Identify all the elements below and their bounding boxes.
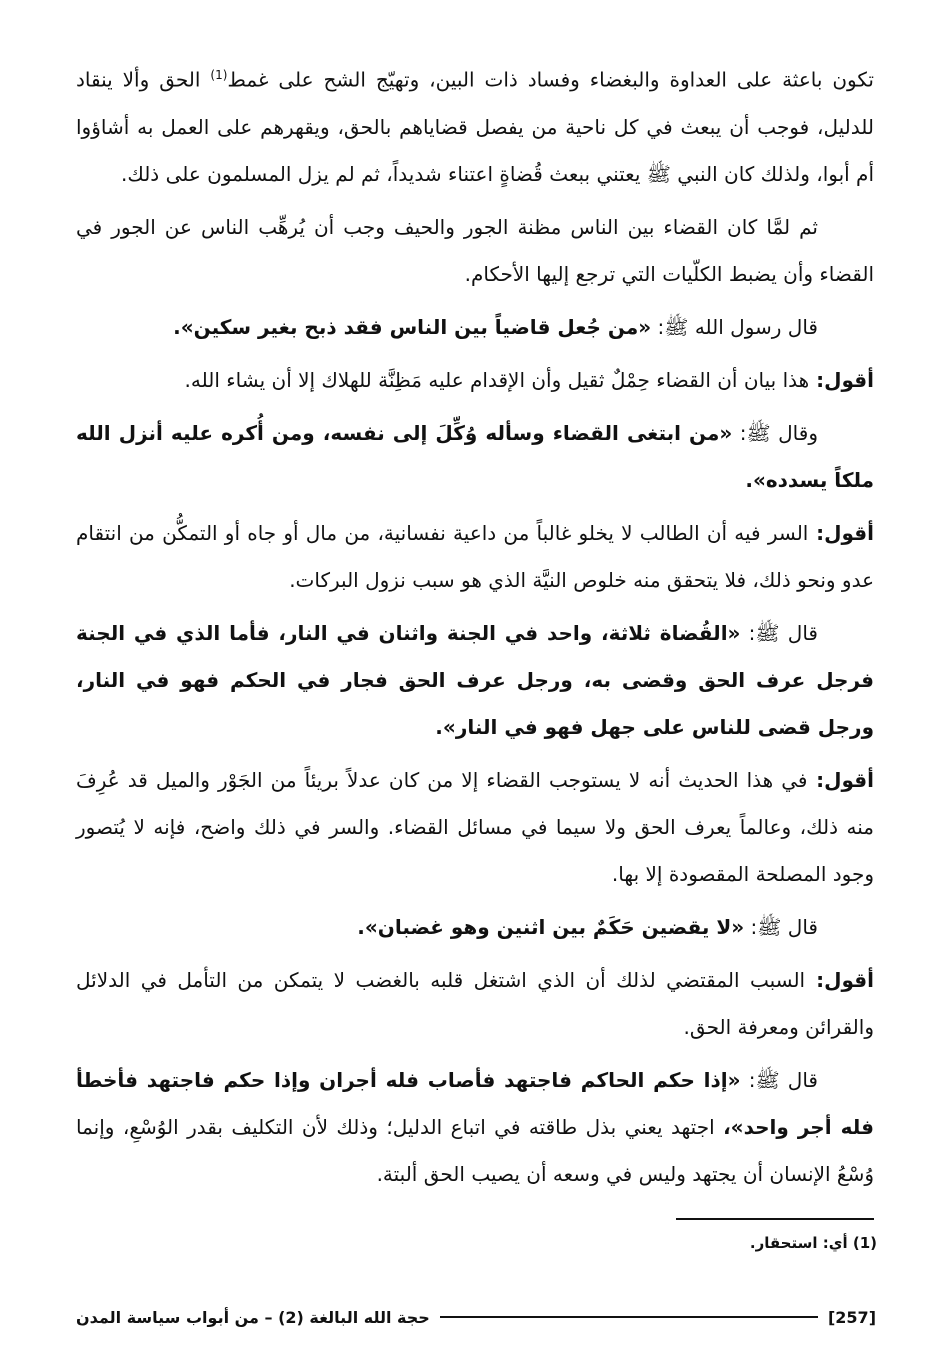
page-footer [76,1302,876,1332]
commentary-keyword: أقول: [807,767,875,792]
paragraph-text: تكون باعثة على العداوة والبغضاء وفساد ذات البين، وتهيّج الشح على غمط [227,67,874,92]
hadith-intro: قال ﷺ: [740,1067,818,1092]
commentary-text: السبب المقتضي لذلك أن الذي اشتغل قلبه بالغضب لا يتمكن من التأمل في الدلائل والقرائن ومعرفة الحق. [76,967,874,1039]
paragraph-text: الحق وألا ينقاد للدليل، فوجب أن يبعث في كل ناحية من يفصل قضاياهم بالحق، ويقهرهم على العمل به أشاؤوا أم أبوا، ولذلك كان النبي ﷺ يعتني ببعث قُضاةٍ اعتناء شديداً، ثم لم يزل المسلمون على ذلك. [76,67,874,186]
commentary-keyword: أقول: [809,367,874,392]
hadith-intro: وقال ﷺ: [732,420,818,445]
hadith-paragraph-3 [76,610,874,751]
commentary-text: اجتهد يعني بذل طاقته في اتباع الدليل؛ وذلك لأن التكليف بقدر الوُسْعِ، وإنما وُسْعُ الإنسان أن يجتهد وليس في وسعه أن يصيب الحق ألبتة. [76,1114,874,1186]
footnote-number: (1) [852,1234,877,1252]
commentary-text: السر فيه أن الطالب لا يخلو غالباً من داعية نفسانية، من مال أو جاه أو التمكُّن من انتقام عدو ونحو ذلك، فلا يتحقق منه خلوص النيَّة الذي هو سبب نزول البركات. [76,520,874,592]
main-text [76,52,874,1204]
footnote-divider [676,1218,874,1220]
commentary-text: في هذا الحديث أنه لا يستوجب القضاء إلا من كان عدلاً بريئاً من الجَوْر والميل قد عُرِفَ منه ذلك، وعالماً يعرف الحق ولا سيما في مسائل القضاء. والسر في ذلك واضح، فإنه لا يُتصور وجود المصلحة المقصودة إلا بها. [76,767,874,886]
hadith-quote: «من جُعل قاضياً بين الناس فقد ذبح بغير سكين». [173,314,652,339]
commentary-paragraph-2 [76,510,874,604]
commentary-paragraph-3 [76,757,874,898]
hadith-intro: قال ﷺ: [744,914,818,939]
footnote-reference[interactable]: (1) [210,68,228,82]
hadith-paragraph-2 [76,410,874,504]
paragraph-text: ثم لمَّا كان القضاء بين الناس مظنة الجور والحيف وجب أن يُرهِّب الناس عن الجور في القضاء وأن يضبط الكلّيات التي ترجع إليها الأحكام. [76,214,874,286]
footnote [377,1234,877,1252]
commentary-paragraph-1 [76,357,874,404]
page-number: [257] [827,1307,876,1327]
hadith-paragraph-1 [76,304,874,351]
book-title: حجة الله البالغة (2) – من أبواب سياسة المدن [76,1307,430,1327]
commentary-paragraph-4 [76,957,874,1051]
footnote-text: أي: استحقار. [749,1234,848,1252]
paragraph-2 [76,204,874,298]
commentary-keyword: أقول: [808,520,874,545]
hadith-quote: «من ابتغى القضاء وسأله وُكِّلَ إلى نفسه، ومن أُكره عليه أنزل الله ملكاً يسدده». [76,420,874,492]
hadith-quote: «القُضاة ثلاثة، واحد في الجنة واثنان في النار، فأما الذي في الجنة فرجل عرف الحق وقضى به، ورجل عرف الحق فجار في الحكم فهو في النار، ورجل قضى للناس على جهل فهو في النار». [76,620,874,739]
paragraph-1 [76,52,874,198]
hadith-quote: «لا يقضين حَكَمٌ بين اثنين وهو غضبان». [357,914,745,939]
hadith-paragraph-4 [76,904,874,951]
hadith-intro: قال رسول الله ﷺ: [651,314,818,339]
commentary-keyword: أقول: [805,967,874,992]
footer-rule [440,1316,818,1318]
hadith-quote: «إذا حكم الحاكم فاجتهد فأصاب فله أجران وإذا حكم فاجتهد فأخطأ فله أجر واحد»، [76,1067,874,1139]
hadith-intro: قال ﷺ: [740,620,818,645]
commentary-text: هذا بيان أن القضاء حِمْلٌ ثقيل وأن الإقدام عليه مَظِنَّة للهلاك إلا أن يشاء الله. [184,367,810,392]
hadith-paragraph-5 [76,1057,874,1198]
